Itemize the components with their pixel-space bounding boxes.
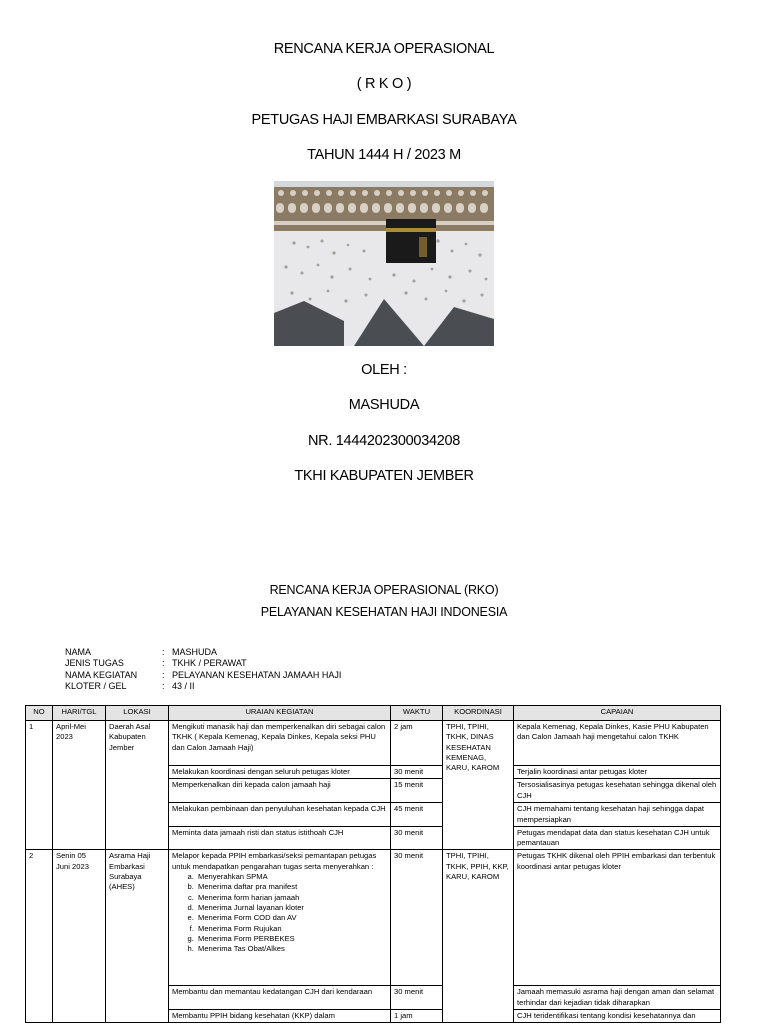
identity-info [65,647,341,692]
cell-no: 1 [26,721,53,850]
rko-table [25,705,721,1023]
cover-rko: ( R K O ) [356,76,412,92]
cell-location: Daerah Asal Kabupaten Jember [106,721,169,850]
cell-result: CJH teridentifikasi tentang kondisi kesehatannya dan [514,1010,721,1023]
section-title: RENCANA KERJA OPERASIONAL (RKO) [269,583,499,597]
cell-result: Petugas mendapat data dan status kesehatan CJH untuk pemantauan [514,826,721,850]
list-item: e. Menerima Form COD dan AV [196,913,387,923]
cell-result: Jamaah memasuki asrama haji dengan aman dan selamat terhindar dari kejadian tidak diharapkan [514,986,721,1010]
info-row: JENIS TUGAS : TKHK / PERAWAT [65,658,247,669]
cell-time: 2 jam [391,721,443,766]
list-item: h. Menerima Tas Obat/Alkes [196,944,387,954]
kaaba-photo [274,181,494,346]
cover-subtitle: PETUGAS HAJI EMBARKASI SURABAYA [251,112,517,128]
cell-activity: Membantu PPIH bidang kesehatan (KKP) dalam [169,1010,391,1023]
cell-result: Tersosialisasinya petugas kesehatan sehingga dikenal oleh CJH [514,779,721,803]
cell-no: 2 [26,850,53,1023]
cell-result: Terjalin koordinasi antar petugas kloter [514,766,721,779]
list-item: g. Menerima Form PERBEKES [196,934,387,944]
info-value: PELAYANAN KESEHATAN JAMAAH HAJI [172,669,342,680]
table-header-row [26,706,721,721]
list-item: c. Menerima form harian jamaah [196,893,387,903]
cell-result: Petugas TKHK dikenal oleh PPIH embarkasi dan terbentuk koordinasi antar petugas kloter [514,850,721,986]
header-activity: URAIAN KEGIATAN [169,706,391,721]
table-row [26,850,721,986]
cell-time: 30 menit [391,850,443,986]
info-label: JENIS TUGAS [65,658,124,669]
cell-time: 30 menit [391,766,443,779]
info-row: NAMA KEGIATAN : PELAYANAN KESEHATAN JAMAAH HAJI [65,669,342,680]
cell-activity: Melakukan koordinasi dengan seluruh petugas kloter [169,766,391,779]
info-row: NAMA : MASHUDA [65,647,218,657]
cover-year: TAHUN 1444 H / 2023 M [307,147,461,163]
info-value: 43 / II [172,680,195,691]
handover-list [172,872,387,954]
cover-by-label: OLEH : [361,362,407,378]
cell-coordination: TPHI, TPIHI, TKHK, PPIH, KKP, KARU, KAROM [443,850,514,1023]
cell-activity: Mengikuti manasik haji dan memperkenalkan diri sebagai calon TKHK ( Kepala Kemenag, Kepala Dinkes, Kepala seksi PHU dan Calon Jamaah Haji) [169,721,391,766]
cell-time: 15 menit [391,779,443,803]
header-no: NO [26,706,53,721]
section-subtitle: PELAYANAN KESEHATAN HAJI INDONESIA [260,605,508,619]
header-location: LOKASI [106,706,169,721]
cover-name: MASHUDA [348,397,420,413]
list-item: f. Menerima Form Rujukan [196,924,387,934]
cover-title: RENCANA KERJA OPERASIONAL [273,41,495,57]
cell-time: 1 jam [391,1010,443,1023]
info-label: NAMA KEGIATAN [65,669,138,680]
cell-date: April-Mei 2023 [53,721,106,850]
info-label: KLOTER / GEL [65,680,127,691]
header-date: HARI/TGL [53,706,106,721]
header-coordination: KOORDINASI [443,706,514,721]
cell-location: Asrama Haji Embarkasi Surabaya (AHES) [106,850,169,1023]
cell-activity: Meminta data jamaah risti dan status istithoah CJH [169,826,391,850]
activity-desc: Melapor kepada PPIH embarkasi/seksi pemantapan petugas untuk mendapatkan pengarahan tugas serta menyerahkan : [172,851,377,871]
table-row [26,721,721,766]
info-value: TKHK / PERAWAT [172,658,247,669]
info-value: MASHUDA [172,647,218,657]
cover-nr: NR. 1444202300034208 [307,433,461,449]
info-label: NAMA [65,647,92,657]
header-result: CAPAIAN [514,706,721,721]
cell-activity [169,850,391,986]
cell-date: Senin 05 Juni 2023 [53,850,106,1023]
list-item: d. Menerima Jurnal layanan kloter [196,903,387,913]
cell-activity: Melakukan pembinaan dan penyuluhan kesehatan kepada CJH [169,803,391,827]
cell-activity: Membantu dan memantau kedatangan CJH dari kendaraan [169,986,391,1010]
info-row: KLOTER / GEL : 43 / II [65,680,195,691]
cell-activity: Memperkenalkan diri kepada calon jamaah haji [169,779,391,803]
cell-result: Kepala Kemenag, Kepala Dinkes, Kasie PHU Kabupaten dan Calon Jamaah haji mengetahui calon TKHK [514,721,721,766]
cell-coordination: TPHI, TPIHI, TKHK, DINAS KESEHATAN KEMENAG, KARU, KAROM [443,721,514,850]
cell-time: 45 menit [391,803,443,827]
cell-time: 30 menit [391,986,443,1010]
header-time: WAKTU [391,706,443,721]
list-item: b. Menerima daftar pra manifest [196,882,387,892]
cell-result: CJH memahami tentang kesehatan haji sehingga dapat mempersiapkan [514,803,721,827]
cover-unit: TKHI KABUPATEN JEMBER [294,468,474,484]
list-item: a. Menyerahkan SPMA [196,872,387,882]
cell-time: 30 menit [391,826,443,850]
